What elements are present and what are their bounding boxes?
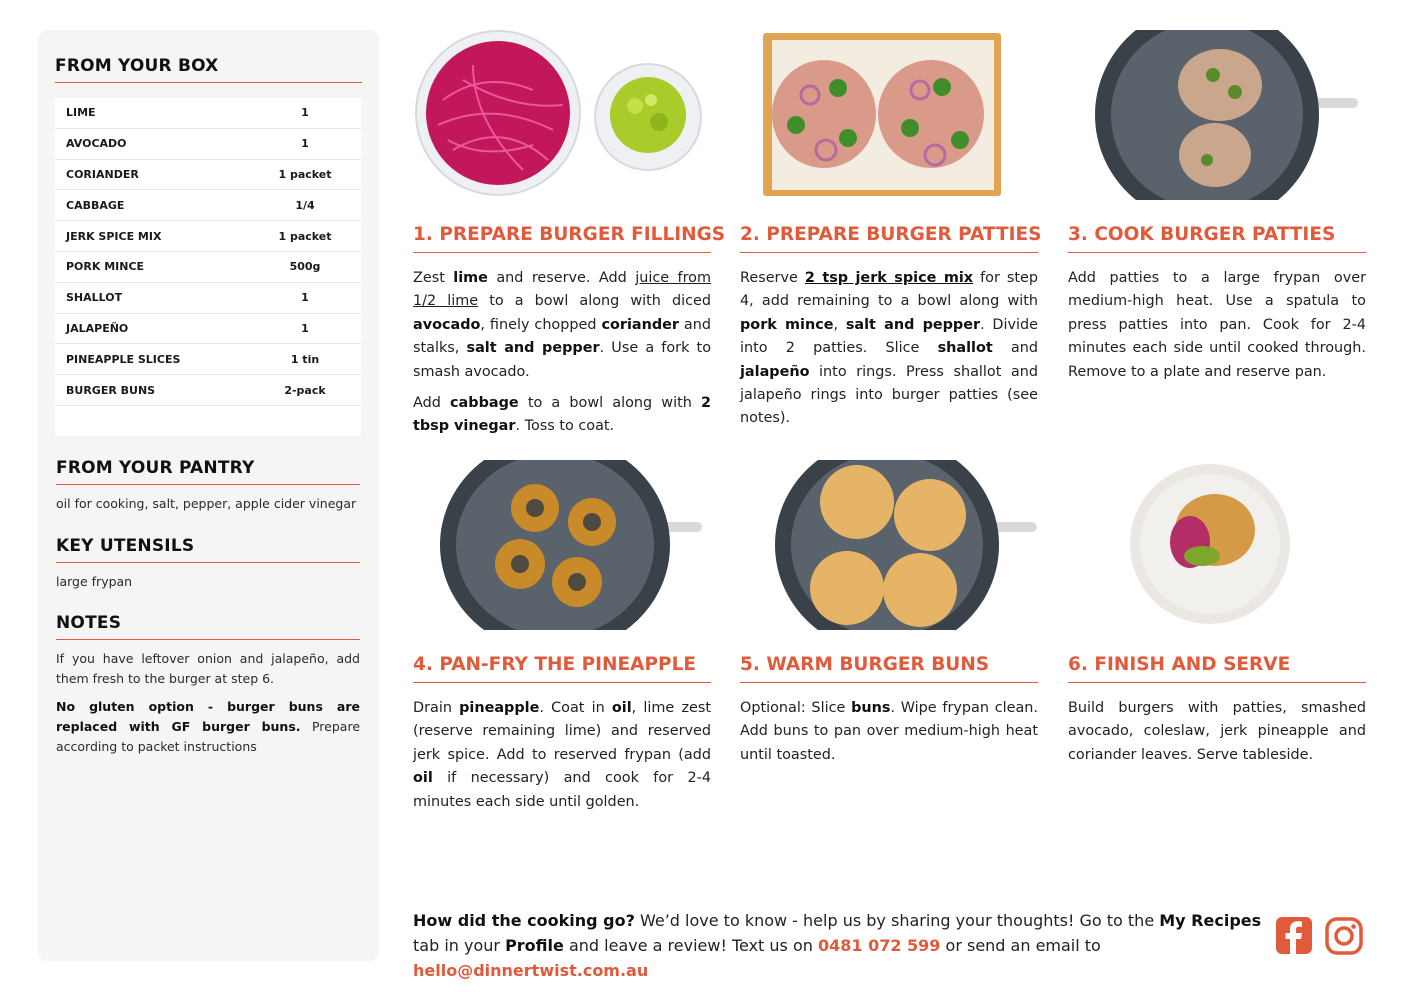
instagram-icon[interactable] [1325,917,1363,955]
profile-link[interactable]: Profile [505,936,564,955]
text: to a bowl along with [518,395,701,412]
ingredient-row [55,375,361,406]
text: and [992,340,1039,357]
text: . Use a fork to smash avocado. [413,340,711,380]
footer-text: and leave a review! Text us on [563,936,818,955]
pantry-text: oil for cooking, salt, pepper, apple cider vinegar [56,496,357,511]
step-1-photo [413,30,713,200]
pantry-section [56,458,360,514]
ingredient-row [55,160,361,191]
note-gluten-rest: Prepare according to packet instructions [56,719,361,754]
step-6-photo [1130,460,1295,630]
text: , finely chopped [480,316,602,333]
text: Optional: Slice [740,700,852,716]
email-link[interactable]: hello@dinnertwist.com.au [413,961,649,980]
step-4-photo [440,460,705,630]
text: to a bowl along with diced [478,293,711,310]
ingredient: buns [851,700,891,716]
step-5-photo [775,460,1040,630]
ingredient: oil [413,770,433,787]
text: . Coat in [539,700,612,716]
ingredient: salt and pepper [466,340,600,357]
text: Drain [413,700,460,716]
text: , [833,316,846,333]
ingredient: pineapple [459,700,540,716]
ingredient: pork mince [740,316,834,333]
text: , lime zest (reserve remaining lime) and reserved jerk spice. Add to reserved frypan (add [413,700,711,763]
ingredient-name: JERK SPICE MIX [66,229,162,243]
ingredients-table [55,98,361,436]
utensils-heading: KEY UTENSILS [56,536,360,563]
ingredient-qty: 1 packet [278,167,332,181]
ingredients-sidebar [38,30,379,961]
ingredient-qty: 1 [301,137,309,151]
footer-text: or send an email to [940,936,1101,955]
step-6-text: Build burgers with patties, smashed avocado, coleslaw, jerk pineapple and coriander leaves. Serve tableside. [1068,700,1366,763]
note-leftover: If you have leftover onion and jalapeño, add them fresh to the burger at step 6. [56,651,360,686]
ingredient-name: LIME [66,106,96,120]
footer-text: tab in your [413,936,506,955]
step-3-photo [1095,30,1360,200]
ingredient-qty: 2-pack [284,383,326,397]
from-your-box-heading: FROM YOUR BOX [55,56,362,83]
ingredient: 2 tbsp vinegar [413,395,712,435]
ingredient-qty: 1 [301,321,309,335]
ingredient-row [55,98,361,129]
step-2-title: 2. PREPARE BURGER PATTIES [740,224,1038,253]
step-5-title: 5. WARM BURGER BUNS [740,654,1038,683]
ingredient-row [55,252,361,283]
step-4-title: 4. PAN-FRY THE PINEAPPLE [413,654,711,683]
step-3-title: 3. COOK BURGER PATTIES [1068,224,1366,253]
ingredient: cabbage [450,395,519,412]
text: . Divide into 2 patties. Slice [740,316,1039,357]
ingredient: lime [453,270,488,286]
ingredient-qty: 1 tin [290,352,320,366]
ingredient-name: PORK MINCE [66,260,145,274]
step-6-title: 6. FINISH AND SERVE [1068,654,1366,683]
ingredient-row [55,129,361,160]
ingredient-name: SHALLOT [66,291,123,305]
ingredient-row [55,190,361,221]
step-1-body [413,267,711,447]
text: . Toss to coat. [515,418,615,435]
text: . Wipe frypan clean. Add buns to pan over medium-high heat until toasted. [740,700,1038,763]
ingredient: salt and pepper [845,316,981,333]
step-3-body [1068,267,1366,392]
ingredient: oil [611,700,632,716]
ingredient-row [55,283,361,314]
text: for step 4, add remaining to a bowl along with [740,270,1038,310]
text: Reserve [740,270,805,286]
notes-section [56,613,360,757]
ingredient-name: CORIANDER [66,167,139,181]
pantry-heading: FROM YOUR PANTRY [56,458,360,485]
text: and reserve. Add [487,270,636,286]
ingredient: juice from 1/2 lime [413,270,711,310]
footer-text: We’d love to know - help us by sharing your thoughts! Go to the [634,911,1160,930]
my-recipes-link[interactable]: My Recipes [1159,911,1262,930]
ingredient-qty: 1 [301,291,309,305]
facebook-icon[interactable] [1276,917,1312,954]
text: Zest [413,270,454,286]
phone-link[interactable]: 0481 072 599 [817,936,941,955]
ingredient: coriander [601,316,679,333]
text: and stalks, [413,316,711,357]
ingredient-qty: 500g [289,260,321,274]
feedback-footer [413,908,1263,983]
text: if necessary) and cook for 2-4 minutes each side until golden. [413,770,711,810]
ingredient-qty: 1/4 [295,198,315,212]
ingredient-row [55,314,361,345]
utensils-text: large frypan [56,574,133,589]
ingredient-name: AVOCADO [66,137,127,151]
ingredient: 2 tsp jerk spice mix [804,270,974,286]
ingredient: avocado [413,316,481,333]
ingredient: jalapeño [740,363,810,380]
note-gluten [56,697,360,757]
ingredient-name: PINEAPPLE SLICES [66,352,181,366]
ingredient-row [55,344,361,375]
step-2-photo [760,30,1005,200]
ingredient-name: CABBAGE [66,198,125,212]
text: Add [413,395,451,412]
step-2-body [740,267,1038,439]
step-5-body [740,697,1038,775]
note-gluten-bold: No gluten option - burger buns are replaced with GF burger buns. [56,699,360,734]
utensils-section [56,536,360,592]
ingredient: shallot [937,340,993,357]
step-6-body [1068,697,1366,775]
ingredient-row [55,221,361,252]
step-4-body [413,697,711,822]
ingredient-name: BURGER BUNS [66,383,156,397]
step-3-text: Add patties to a large frypan over medium-high heat. Use a spatula to press patties into pan. Cook for 2-4 minutes each side until cooked through. Remove to a plate and reserve pan. [1068,270,1366,380]
footer-question: How did the cooking go? [413,911,635,930]
notes-heading: NOTES [56,613,360,640]
ingredient-qty: 1 [301,106,309,120]
text: into rings. Press shallot and jalapeño rings into burger patties (see notes). [740,363,1038,427]
step-1-title: 1. PREPARE BURGER FILLINGS [413,224,711,253]
ingredient-name: JALAPEÑO [66,321,129,335]
ingredient-qty: 1 packet [278,229,332,243]
